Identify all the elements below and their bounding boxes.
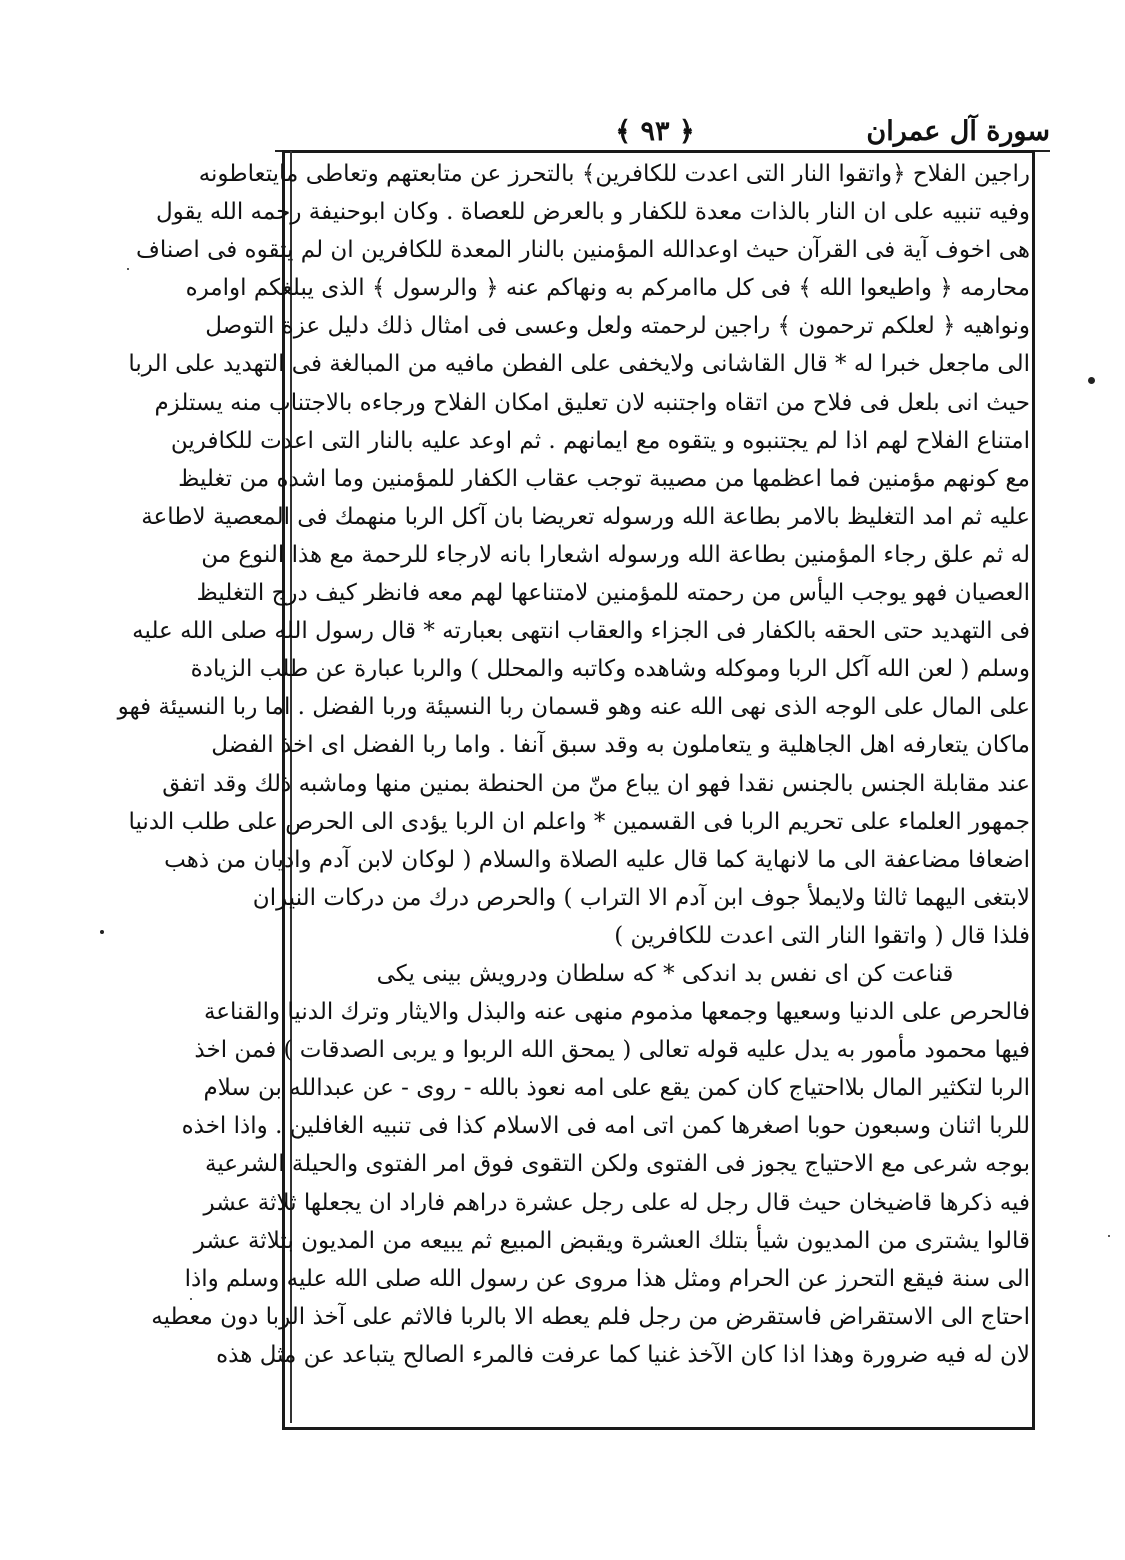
text-line: الربا لتكثير المال بلااحتياج كان كمن يقع على امه نعوذ بالله - روى - عن عبدالله بن سلام bbox=[203, 1075, 1030, 1102]
text-line: قالوا يشترى من المديون شيأ بتلك العشرة ويقبض المبيع ثم يبيعه من المديون بثلاثة عشر bbox=[193, 1227, 1030, 1254]
scan-speck bbox=[190, 1298, 192, 1300]
text-line: بوجه شرعى مع الاحتياج يجوز فى الفتوى ولكن التقوى فوق امر الفتوى والحيلة الشرعية bbox=[204, 1151, 1030, 1178]
text-line: للربا اثنان وسبعون حوبا اصغرها كمن اتى امه فى الاسلام كذا فى تنبيه الغافلين . واذا اخذه bbox=[181, 1113, 1030, 1140]
scan-speck bbox=[100, 930, 104, 934]
text-line: حيث انى بلعل فى فلاح من اتقاه واجتنبه لان تعليق امكان الفلاح ورجاءه بالاجتناب منه يستلزم bbox=[154, 389, 1030, 416]
scan-speck bbox=[1088, 377, 1095, 384]
text-line: عند مقابلة الجنس بالجنس نقدا فهو ان يباع منّ من الحنطة بمنين منها وماشبه ذلك وقد اتفق bbox=[162, 770, 1030, 797]
text-line: فيه ذكرها قاضيخان حيث قال رجل له على رجل عشرة دراهم فاراد ان يجعلها ثلاثة عشر bbox=[203, 1189, 1030, 1216]
text-line: مع كونهم مؤمنين فما اعظمها من مصيبة توجب عقاب الكفار للمؤمنين وما اشده من تغليظ bbox=[178, 465, 1030, 492]
text-line: عليه ثم امد التغليظ بالامر بطاعة الله ورسوله تعريضا بان آكل الربا منهمك فى المعصية لاطاعة bbox=[141, 503, 1030, 530]
text-line: وفيه تنبيه على ان النار بالذات معدة للكفار و بالعرض للعصاة . وكان ابوحنيفة رحمه الله يقول bbox=[155, 199, 1030, 226]
text-line: الى سنة فيقع التحرز عن الحرام ومثل هذا مروى عن رسول الله صلى الله عليه وسلم واذا bbox=[184, 1265, 1030, 1292]
text-line: فيها محمود مأمور به يدل عليه قوله تعالى ( يمحق الله الربوا و يربى الصدقات ) فمن اخذ bbox=[194, 1037, 1030, 1064]
text-line: احتاج الى الاستقراض فاستقرض من رجل فلم يعطه الا بالربا فالاثم على آخذ الربا دون معطيه bbox=[151, 1303, 1030, 1330]
text-line: فلذا قال ( واتقوا النار التى اعدت للكافرين ) bbox=[614, 922, 1030, 949]
page-header bbox=[275, 112, 1050, 152]
scan-speck bbox=[1108, 1235, 1110, 1237]
scan-speck bbox=[127, 268, 129, 270]
text-line: امتناع الفلاح لهم اذا لم يجتنبوه و يتقوه مع ايمانهم . ثم اوعد عليه بالنار التى اعدت للكافرين bbox=[170, 427, 1030, 454]
text-line: لان له فيه ضرورة وهذا اذا كان الآخذ غنيا كما عرفت فالمرء الصالح يتباعد عن مثل هذه bbox=[216, 1341, 1030, 1368]
text-line: محارمه ﴿ واطيعوا الله ﴾ فى كل ماامركم به ونهاكم عنه ﴿ والرسول ﴾ الذى يبلغكم اوامره bbox=[185, 275, 1030, 302]
text-line: العصيان فهو يوجب اليأس من رحمته للمؤمنين لامتناعها لهم معه فانظر كيف درج التغليظ bbox=[196, 580, 1030, 607]
text-line: ماكان يتعارفه اهل الجاهلية و يتعاملون به وقد سبق آنفا . واما ربا الفضل اى اخذ الفضل bbox=[211, 732, 1030, 759]
text-line: الى ماجعل خبرا له * قال القاشانى ولايخفى على الفطن مافيه من المبالغة فى التهديد على الربا bbox=[128, 351, 1030, 378]
text-line: وسلم ( لعن الله آكل الربا وموكله وشاهده وكاتبه والمحلل ) والربا عبارة عن طلب الزيادة bbox=[190, 656, 1030, 683]
text-line: له ثم علق رجاء المؤمنين بطاعة الله ورسوله اشعارا بانه لارجاء للرحمة مع هذا النوع من bbox=[201, 541, 1030, 568]
text-line: جمهور العلماء على تحريم الربا فى القسمين * واعلم ان الربا يؤدى الى الحرص على طلب الدنيا bbox=[128, 808, 1030, 835]
text-line: اضعافا مضاعفة الى ما لانهاية كما قال عليه الصلاة والسلام ( لوكان لابن آدم واديان من ذهب bbox=[164, 846, 1030, 873]
text-line: ونواهيه ﴿ لعلكم ترحمون ﴾ راجين لرحمته ولعل وعسى فى امثال ذلك دليل عزة التوصل bbox=[205, 313, 1030, 340]
text-line: فى التهديد حتى الحقه بالكفار فى الجزاء والعقاب انتهى بعبارته * قال رسول الله صلى الله عليه bbox=[132, 618, 1030, 645]
text-line: راجين الفلاح ﴿واتقوا النار التى اعدت للكافرين﴾ بالتحرز عن متابعتهم وتعاطى مايتعاطونه bbox=[198, 161, 1030, 187]
text-line: على المال على الوجه الذى نهى الله عنه وهو قسمان ربا النسيئة وربا الفضل . اما ربا النسيئة فهو bbox=[117, 694, 1030, 721]
commentary-text bbox=[117, 155, 1030, 1374]
poem-line: قناعت كن اى نفس بد اندكى * كه سلطان ودرويش بينى يكى bbox=[376, 960, 954, 987]
text-line: فالحرص على الدنيا وسعيها وجمعها مذموم منهى عنه والبذل والايثار وترك الدنيا والقناعة bbox=[203, 999, 1030, 1026]
page-number: ﴾ ٩٣ ﴿ bbox=[615, 116, 695, 147]
surah-name: سورة آل عمران bbox=[866, 116, 1050, 147]
text-line: لابتغى اليهما ثالثا ولايملأ جوف ابن آدم الا التراب ) والحرص درك من دركات النيران bbox=[252, 884, 1030, 911]
text-line: هى اخوف آية فى القرآن حيث اوعدالله المؤمنين بالنار المعدة للكافرين ان لم يتقوه فى اصناف bbox=[136, 237, 1030, 264]
